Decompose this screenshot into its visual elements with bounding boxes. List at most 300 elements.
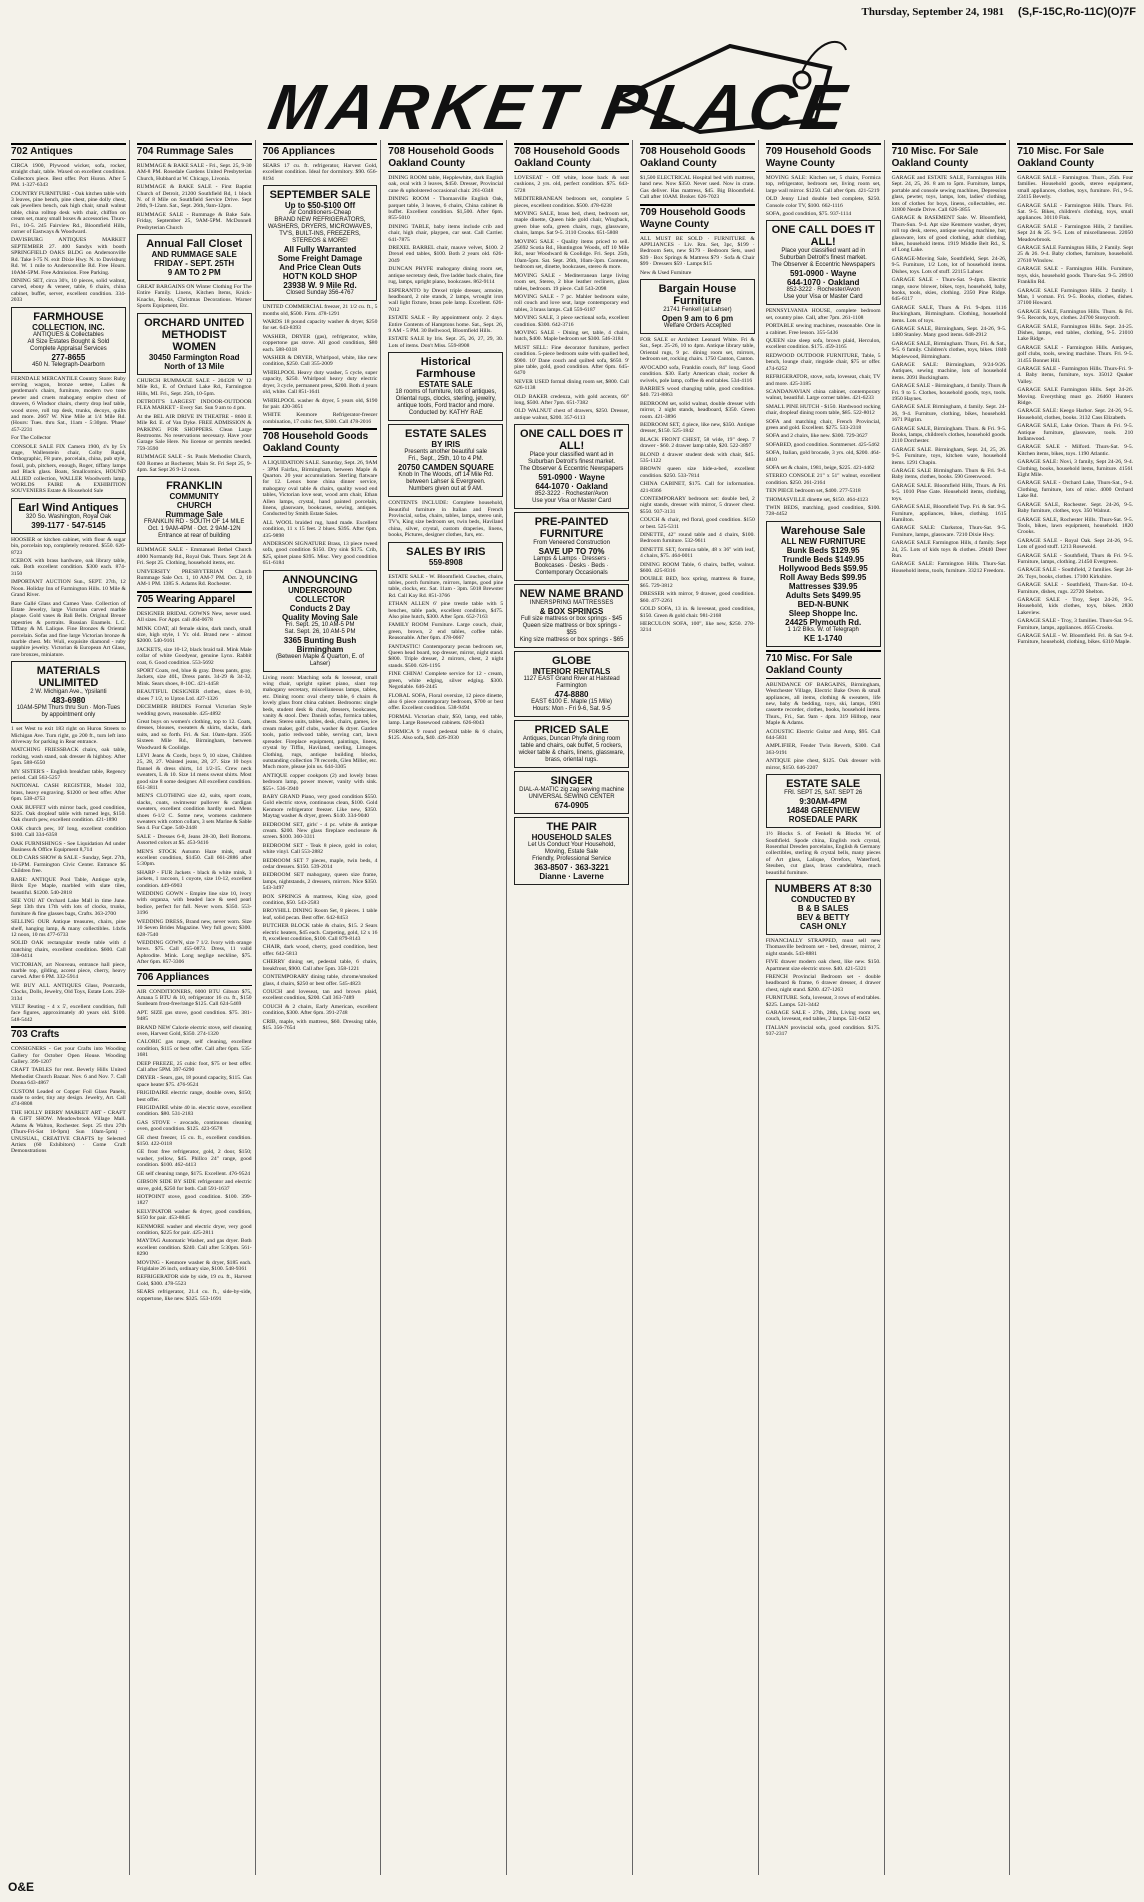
- display-ad-box: [514, 771, 629, 814]
- display-ad-line: Warehouse Sale: [780, 524, 866, 537]
- classified-ad: OLD WALNUT chest of drawers, $250. Dresser, antique walnut, $200. 357-6113: [514, 408, 629, 421]
- display-ad-line: CASH ONLY: [799, 921, 847, 931]
- classified-ad: MAYTAG Automatic Washer, and gas dryer. Both excellent condition. $240. Call after 5:30pm. 561-8290: [136, 1238, 252, 1258]
- classified-ad: SOLID OAK rectangular trestle table with 4 matching chairs, excellent condition. $600. Call 338-0414: [11, 940, 126, 960]
- classified-ad: WE BUY ALL ANTIQUES Glass, Postcards, Clocks, Dolls, Jewelry, Old Toys, Estate Lots. 258-3134: [11, 982, 126, 1002]
- section-heading: 709 Household Goods Wayne County: [766, 143, 881, 172]
- display-ad-line: 1 1/2 Blks. W. of Telegraph: [787, 626, 859, 633]
- display-ad-box: [514, 720, 629, 768]
- classified-ad: SOFA and matching chair, French Provincial, green and gold. Excellent. $275. 533-2318: [765, 418, 881, 431]
- display-ad-box: [766, 879, 881, 935]
- classified-ad: COUCH & 2 chairs, Early American, excellent condition, $300. After 6pm. 391-2748: [262, 1003, 378, 1017]
- classified-ad: ANTIQUE pine chest, $125. Oak dresser with mirror, $150. 646-2207: [765, 758, 881, 771]
- classified-ad: MOVING SALE, brass bed, chest, bedroom set, maple dinette, Queen hide gold chair, Wingback, green blue sofa, green chairs, rugs, glassware, chairs, lamps. Sat 9-5. 3110 Crooks. 651-5808: [514, 211, 629, 237]
- classified-ad: CIRCA 1900, Plywood wicker, sofa, rocker, straight chair, table. Waxed on excellent condition. Collectors piece. Best offer. Port Huron. After 5 PM. 1-327-6343: [11, 163, 126, 189]
- classified-ad: SPORT Coats, red, blue & gray. Dress pants, gray. Jackets, size 40L, Dress pants. 34-29 & 34-32, Mink. Sears shoes, 8-10C. 421-4458: [136, 668, 252, 687]
- classified-ad: RARE: ANTIQUE Pool Table, Antique style, Birds Eye Maple, marbled with slate tiles, beautiful. $1200. 540-2818: [11, 876, 126, 896]
- display-ad-line: 559-8908: [428, 557, 463, 567]
- classified-ad: GARAGE SALE - Farmington Hills. Thurs. Fri. Sat. 9-5. Bikes, children's clothing, toys, small appliances. 30110 Fink.: [1017, 202, 1134, 222]
- classified-ad: GARAGE SALE, Birmingham. Thurs. & Fri. 9-5. Books, lamps, children's clothes, household goods. 2110 Dorchester.: [891, 425, 1007, 445]
- display-ad-line: Earl Wind Antiques: [18, 501, 119, 514]
- classified-ad: MATCHING FRIESSBACK chairs, oak table, rocking, wash stand, oak dresser & highboy. After 5pm. 588-6550: [11, 747, 126, 767]
- classified-ad: LOVESEAT - Off white, loose back & seat cushions, 2 yrs. old, perfect condition. $75. 643-5728: [514, 175, 629, 194]
- display-ad-line: 644-1070 · Oakland: [535, 482, 608, 492]
- display-ad-line: King size mattress or box springs - $65: [519, 637, 624, 644]
- display-ad-line: 24425 Plymouth Rd.: [785, 617, 862, 627]
- classified-ad: GARAGE SALE, Bloomfield Twp. Fri. & Sat. 9-5. Furniture, appliances, bikes, clothing. 1615 Hamilton.: [891, 504, 1007, 523]
- display-ad-line: COLLECTOR: [295, 594, 345, 604]
- classified-ad: BEAUTIFUL DESIGNER clothes, sizes 8-10, shoes 7 1/2, to Upton Ltd. 427-1326: [136, 689, 252, 702]
- classified-ad: FRENCH Provincial Bedroom set - double headboard & frame, 6 drawer dresser, 4 drawer chest, night stand. $200. 427-1263: [765, 973, 881, 993]
- display-ad-line: 474-8880: [554, 690, 589, 700]
- classified-ad: FAMILY ROOM Furniture. Large couch, chair, green, brown, 2 end tables, coffee table. Reasonable. After 6pm. 478-0667: [388, 622, 504, 642]
- display-ad-line: 363-8507 · 363-3221: [534, 863, 609, 873]
- section-heading: 710 Misc. For Sale Oakland County: [892, 143, 1007, 172]
- classified-ad: GE chest freezer, 15 cu. ft., excellent condition. $150. 422-0118: [136, 1134, 252, 1148]
- classified-ad: REDWOOD OUTDOOR FURNITURE, Table, 5 bench, lounge chair, ringside chair, $75 or offer. 474-6252: [765, 352, 881, 372]
- classified-ad: WASHER, DRYER (gas), refrigerator, white, coppertone gas stove. All good condition, $80 each. 588-0318: [262, 333, 378, 353]
- classified-ad: SMALL PINE HUTCH - $150. Hardwood rocking chair, dropleaf dining room table, $85. 522-8012: [765, 403, 881, 417]
- display-ad-line: CONDUCTED BY: [790, 894, 856, 904]
- display-ad-line: UNIVERSAL SEWING CENTER: [528, 794, 615, 801]
- display-ad-line: Queen size mattress or box springs - $55: [522, 623, 621, 637]
- display-ad-line: 852-3222 · Rochester/Avon: [534, 491, 609, 498]
- display-ad-line: ORCHARD UNITED METHODIST WOMEN: [144, 316, 245, 353]
- display-ad-line: Closed Sunday 356-4767: [286, 290, 354, 297]
- display-ad-line: Sat. Sept. 26, 10 AM-5 PM: [284, 628, 356, 635]
- section-heading: 702 Antiques: [11, 143, 126, 160]
- classified-ad: CALORIC gas range, self cleaning, excellent condition, $115 or best offer. Call after 6pm. 535-1681: [136, 1039, 252, 1059]
- display-ad-line: 674-0905: [554, 801, 589, 811]
- display-ad-line: CHURCH: [176, 501, 212, 511]
- classified-ad: GARAGE SALE - W. Bloomfield. Fri. & Sat. 9-4. Furniture, household, clothing, bikes. 6310 Maple.: [1017, 633, 1134, 646]
- classified-ad: CHAIR, dark wood, cherry, good condition, best offer. 642-5813: [262, 944, 378, 957]
- display-ad-line: 9:30AM-4PM: [799, 797, 847, 807]
- classified-ad: ACOUSTIC Electric Guitar and Amp, $95. Call 644-5831: [765, 728, 881, 742]
- display-ad-box: [766, 774, 881, 828]
- classified-ad: GREAT BARGAINS ON Winter Clothing For The Entire Family. Linens, Kitchen Items, Knick-Knacks, Books, Christmas Decorations. Warner Sports Equipment, Etc.: [136, 284, 252, 310]
- classified-ad: DUNCAN PHYFE mahogany dining room set, antique secretary desk, five ladder back chairs, fine rug, lamps, upright piano, bookcases. 862-9114: [388, 266, 504, 286]
- display-ad-line: Fri. Sept. 25, 10 AM-5 PM: [285, 621, 355, 628]
- display-ad-box: [514, 512, 629, 581]
- display-ad-line: 320 So. Washington, Royal Oak: [25, 513, 111, 520]
- classified-ad: VELT Reuting - 4 x 5', excellent condition, full face figures, approximately 40 years old. $100. 548-5442: [11, 1004, 126, 1023]
- display-ad-line: Hollywood Beds $59.95: [778, 563, 868, 573]
- display-ad-line: AND RUMMAGE SALE: [151, 250, 237, 260]
- display-ad-line: BEV & BETTY: [796, 912, 850, 922]
- display-ad-line: SEPTEMBER SALE: [269, 189, 371, 202]
- classified-ad: LEVI Jeans & Cords, boys 9, 10 sizes, Children 25, 28, 27. Waisted jeans, 28, 27. Size 10 boys flannel & dress shirts, 14 1/2-15. Crew neck sweaters, L & 10. Size 14 mens sweat shirts. Most good size 8 some designer. All excellent condition. 651-3811: [136, 752, 252, 791]
- classified-ad: DINING TABLE, baby items include crib and chair, high chair, playpen, car seat. Call Carrier. 641-7875: [388, 223, 504, 243]
- classified-ad: GARAGE SALE - Farmington Hills. Thurs-Fri. 9-4. Baby items, furniture, toys. 35012 Quaker Valley.: [1017, 365, 1134, 385]
- classified-column: [889, 140, 1011, 1875]
- classified-ad: FORMAL Victorian chair, $50, lamp, end table, lamp. Large Rosewood cabinets. 626-8043: [388, 713, 504, 727]
- classified-ad: SHARP - FUR Jackets - black & white mink, 3 jackets, 1 raccoon, 1 coyote, size 10-12, excellent condition. 449-6903: [136, 869, 252, 889]
- classified-ad: RUMMAGE SALE - Emmanuel Bethel Church 4000 Normandy Rd., Royal Oak. Thurs. Sept 24 & Fri. Sept 25. Clothing, household items, etc.: [136, 547, 252, 567]
- classified-ad: FIVE drawer modern oak chest, like new. $150. Apartment size electric stove. $40. 421-5321: [765, 959, 881, 972]
- display-ad-line: 852-3222 · Rochester/Avon: [786, 287, 860, 294]
- display-ad-line: Rummage Sale: [165, 510, 223, 520]
- section-heading: 710 Misc. For Sale Oakland County: [766, 650, 881, 679]
- classified-ad: GARAGE SALE - Southfield, Thurs-Sat. 10-4. Furniture, dishes, rugs. 22720 Shelton.: [1017, 582, 1134, 595]
- classified-ad: DINING SET, circa 30's, 10 pieces, solid walnut, carved, ebony & veneer, table, 6 chairs, china cabinet, buffet, server, excellent condition. 334-2033: [11, 277, 126, 304]
- classified-ad: GARAGE SALE, Thurs & Fri. 9-4pm. 1116 Buckingham, Birmingham. Clothing, household items. Lots of toys.: [891, 304, 1007, 324]
- display-ad-line: NEW NAME BRAND: [519, 588, 624, 601]
- classified-ad: BROYHILL DINING Room Set, 8 pieces. 1 table leaf, solid pecan. Best offer. 642-8453: [262, 908, 378, 921]
- classified-ad: KENMORE washer and electric dryer, very good condition, $225 for pair. 425-2811: [136, 1223, 252, 1236]
- display-ad-line: SALES BY IRIS: [406, 545, 486, 558]
- classified-ad: GARAGE SALE, Rochester. Sept. 24-26, 9-5. Baby furniture, clothes, toys. 350 Walnut.: [1017, 501, 1134, 515]
- display-ad-line: 30450 Farmington Road: [148, 352, 240, 362]
- classified-ad: THE HOLLY BERRY MARKET ART - CRAFT & GIFT SHOW. Meadowbrook Village Mall. Adams & Walton, Rochester. Sept. 25 thru 27th (Thurs-Fri-Sat 10-9pm) Sun 10am-5pm) · UNUSUAL, CREATIVE CRAFTS by Selected Artists (60 Exhibitors) · Come Craft Demonstrations: [11, 1109, 126, 1155]
- section-heading: 703 Crafts: [11, 1026, 126, 1043]
- display-ad-line: B & B SALES: [797, 903, 849, 913]
- display-ad-box: [388, 352, 503, 421]
- classified-ad: GARAGE SALE Birmingham, 4 family. Sept. 24-26, 9-4. Furniture, clothing, bikes, household. 1671 Pilgrim.: [891, 404, 1007, 424]
- display-ad-box: [11, 661, 126, 723]
- classified-ad: ALL WOOL braided rug, hand made. Excellent condition, 11 x 15 feet. 2 blues. $395. After 6pm. 435-9898: [262, 519, 378, 539]
- display-ad-line: 399-1177 · 547-5145: [31, 520, 106, 530]
- classified-ad: GARAGE and ESTATE SALE, Farmington Hills Sept. 24, 25, 26. 8 am to 5pm. Furniture, lamps, portable and console sewing machines, Depression glass, pewter, toys, lamps, lots, ladies' clothing, lots of clothes for boys, linens, collectables, etc. 31800 Nestle Drive. Call 626-3855: [891, 175, 1007, 214]
- classified-ad: MOVING SALE - Mediterranean large living room set, Stereo, 2 blue leather recliners, glass tables, bedroom. 19 piece. Call 543-2098: [514, 272, 629, 292]
- display-ad-line: NUMBERS AT 8:30: [774, 882, 872, 895]
- classified-ad: ABUNDANCE OF BARGAINS, Birmingham, Westchester Village, Electric Bake Oven & small appliances, all items, clothing & sweaters, life new, baby & bedding, toys, ski, lamps, 1981 cassette recorder, clothes, books, household items. Thurs., Fri., Sat. 9am - 4pm. 319 Hilltop, near Maple & Adams.: [765, 681, 881, 727]
- classified-ad: FORMICA 9 round pedestal table & 6 chairs, $125. Also sofa, $40. 426-3930: [388, 728, 504, 741]
- classified-ad: GARAGE SALE: Birmingham, 9/24-9/26. Antiques, sewing machine, lots of household items. 2091 Buckingham.: [891, 361, 1007, 381]
- section-heading: 708 Household Goods Oakland County: [514, 143, 629, 172]
- classified-column: [637, 140, 759, 1875]
- classified-ad: GIBSON SIDE BY SIDE refrigerator and electric stove, gold, $250 for both. Call 591-1637: [136, 1179, 252, 1192]
- classified-columns: [8, 140, 1136, 1875]
- classified-ad: GOLD SOFA, 13 in. & loveseat, good condition, $150. Green & gold chair. 981-2168: [639, 606, 755, 619]
- classified-ad: BROWN queen size hide-a-bed, excellent condition. $250. 533-7814: [639, 466, 755, 479]
- classified-ad: KELVINATOR washer & dryer, good condition, $150 for pair. 453-8845: [136, 1208, 252, 1222]
- classified-ad: STEREO CONSOLE 21" x 51" walnut, excellent condition. $250. 261-2164: [765, 473, 881, 486]
- display-ad-line: Some Freight Damage: [277, 254, 363, 264]
- display-ad-line: BRAND NEW REFRIGERATORS, WASHERS, DRYERS, MICROWAVES, TV'S, BUILT-INS, FREEZERS, STEREOS & MORE!: [267, 217, 373, 245]
- display-ad-box: [137, 476, 252, 544]
- display-ad-line: ANTIQUES & Collectables: [33, 331, 104, 338]
- classified-ad: GARAGE SALE, Birmingham, Sept. 24-26, 9-5. 1480 Stanley. Many good items. 648-2912: [891, 325, 1007, 339]
- display-ad-line: 10AM-5PM Thurs thru Sun · Mon-Tues by appointment only: [16, 705, 121, 719]
- classified-ad: RUMMAGE & BAKE SALE - First Baptist Church of Detroit, 21200 Southfield Rd, 1 block N. of 8 Mile on Southfield Service Drive. Sept 26th, 9-12am. Sat., Sept. 26th, 9am-12pm.: [136, 184, 252, 210]
- display-ad-line: Place your classified want ad in Suburban Detroit's finest market.: [527, 452, 616, 466]
- classified-ad: GARAGE SALE Farmington Hills. Sept 24-26. Moving. Everything must go. 26460 Hunters Ridge.: [1017, 387, 1134, 406]
- classified-ad: WEDDING GOWN, size 7 1/2. Ivory with orange bows. $75. Call 455-0873. Dress, 11 valid Aphrodite. Mink. Long neglige neckline, $75. After 6pm. 857-3306: [136, 939, 252, 966]
- classified-ad: WASHER & DRYER, Whirlpool, white, like new condition, $250. Call 355-2009: [262, 355, 378, 368]
- classified-ad: MOVING SALE - Dining set, table, 4 chairs, hutch, $400. Maple bedroom set $300. 546-3184: [514, 329, 629, 343]
- classified-ad: BOX SPRINGS & mattress, King size, good condition, $50. 543-2583: [262, 893, 378, 907]
- classified-ad: GARAGE SALE - 27th, 28th, Living room set, couch, loveseat, end tables, 2 lamps. 531-0452: [765, 1010, 881, 1023]
- classified-ad: BLOND 4 drawer student desk with chair, $45. 535-1122: [639, 451, 755, 464]
- classified-ad: GARAGE SALE - Farmington Hills, 2 families. Sept 24 & 25. 9-5. Lots of miscellaneous. 22050 Meadowbrook.: [1017, 223, 1134, 243]
- classified-ad: SEARS 17 cu. ft. refrigerator, Harvest Gold, excellent condition. Ideal for dormitory. $90. 656-8194: [262, 163, 378, 182]
- classified-column: [385, 140, 507, 1875]
- display-ad-line: Bunk Beds $129.95: [786, 545, 860, 555]
- classified-ad: CHINA CABINET, $175. Call for information. 421-8366: [639, 481, 755, 494]
- classified-ad: BRAND NEW Calorie electric stove, self cleaning oven, Harvest Gold, $350. 274-1320: [136, 1024, 252, 1037]
- display-ad-line: Lamps & Lamps · Dressers · Bookcases · Desks · Beds · Contemporary Occasionals: [533, 556, 610, 577]
- classified-ad: IMPORTANT AUCTION Sun., SEPT. 27th, 12 Noon. Holiday Inn of Farmington Hills. 10 Mile & Grand River.: [11, 579, 126, 599]
- display-ad-line: All Fully Warranted: [283, 245, 357, 255]
- display-ad-line: Open 9 am to 6 pm: [661, 314, 734, 324]
- classified-column: [763, 140, 885, 1875]
- classified-ad: JACKETS, size 10-12, black braid tail. Mink Male collar of white Goodyear, genuine Lynx. Rabbit coat, 6. Good condition. 553-5692: [136, 646, 252, 666]
- display-ad-line: 21741 Fenkell (at Lahser): [663, 307, 732, 314]
- classified-ad: SOFABED, good condition. Sommerset. 425-5462: [765, 441, 880, 448]
- display-ad-line: FRANKLIN: [166, 480, 223, 493]
- display-ad-line: SINGER: [550, 775, 593, 788]
- classified-ad: NEVER USED formal dining room set, $800. Call 626-1138: [514, 378, 629, 392]
- section-heading: 706 Appliances: [137, 969, 252, 986]
- classified-ad: CONTENTS INCLUDE: Complete household, Beautiful furniture in Italian and French Provincial, sofas, chairs, tables, lamps, stereo unit, TV's, King size bedroom set, twin beds, Haviland china, silver, crystal, custom draperies, linens, books, Pictures, designer clothes, furs, etc.: [388, 500, 504, 539]
- display-ad-line: ESTATE SALE: [786, 778, 861, 791]
- classified-ad: TWIN BEDS, matching, good condition, $100. 728-4452: [765, 505, 881, 518]
- display-ad-line: GLOBE: [552, 655, 592, 668]
- classified-ad: CONTEMPORARY dining table, chrome/smoked glass, 4 chairs, $250 or best offer. 545-4823: [262, 974, 378, 987]
- edition-code: (S,F-15C,Ro-11C)(O)7F: [1018, 6, 1136, 18]
- display-ad-box: [514, 424, 629, 509]
- section-heading: 708 Household Goods Oakland County: [640, 143, 755, 172]
- classified-ad: ICEBOX with brass hardware, oak library table, oak. Both excellent condition. $300 each. 874-3150: [11, 558, 126, 577]
- classified-ad: For The Collector: [11, 435, 51, 442]
- classified-ad: GARAGE SALE. Bloomfield Hills, Thurs. & Fri. 9-5. 1010 Pine Gate. Household items, clothing, toys.: [891, 482, 1007, 502]
- masthead: [0, 20, 1144, 143]
- classified-ad: CONSOLE SALE FIX Camera 1900, 4's by 5's stage, Wallenstein chair, Colby Rapid, Orthographic, F8 pure, porcelain, china, pub style, fossil, pub, pitchers, enough, Roger, tiffany lamps and Black glass. Boats, Smallcomics, HOUND ALLIED collection, WALLER Woodworth lamp, WORLDS FAIRE & EXHIBITION SOUVENIERS Estate & Household Sale: [11, 443, 126, 495]
- display-ad-line: Friendly, Professional Service: [532, 856, 612, 863]
- classified-ad: DRESSER with mirror, 9 drawer, good condition. $60. 477-2261: [639, 591, 755, 604]
- classified-ad: CRIB, maple, with mattress, $60. Dressing table, $15. 356-7654: [262, 1018, 378, 1031]
- classified-ad: GE frost free refrigerator, gold, 2 door, $150; washer, yellow, $45. Phillco 24" range, good condition. $100. 462-4413: [136, 1149, 252, 1169]
- section-heading: 708 Household Goods Oakland County: [263, 428, 378, 457]
- display-ad-line: ONE CALL DOES IT ALL!: [771, 224, 875, 249]
- display-ad-line: MATERIALS UNLIMITED: [36, 665, 101, 690]
- display-ad-line: And Price Clean Outs: [279, 263, 361, 273]
- classified-ad: GARAGE SALE - Birmingham, 4 family. Thurs & Fri. 9 to 5. Clothes, household goods, toys, tools. 1950 Haynes.: [891, 383, 1007, 402]
- display-ad-line: Welfare Orders Accepted: [663, 323, 731, 330]
- classified-ad: DETROIT'S LARGEST INDOOR-OUTDOOR FLEA MARKET - Every Sat. Sun 9 am to 4 pm.: [136, 398, 252, 412]
- classified-ad: BARBIE'S wood changing table, good condition. $40. 721-8863: [639, 385, 755, 399]
- display-ad-line: 1127 EAST Grand River at Halstead Farmington: [523, 676, 620, 690]
- classified-ad: SOFA, Italian, gold brocade, 3 yrs. old, $200. 464-4810: [765, 450, 881, 463]
- display-ad-line: Conducted by: KATHY RAE: [408, 410, 483, 417]
- display-ad-line: FRIDAY - SEPT. 25TH: [154, 259, 235, 269]
- display-ad-box: [766, 220, 881, 305]
- display-ad-line: Historical Farmhouse: [416, 356, 476, 381]
- classified-ad: FINE CHINA! Complete service for 12 - cream, green, white edging, silver edging. $300. Negotiable. 646-2445: [388, 671, 504, 691]
- classified-ad: GARAGE SALE - Farmington. Thurs., 25th. Four families. Household goods, stereo equipment, small appliances, clothes, toys, furniture. Fri., 9-5. 23415 Beverly.: [1017, 175, 1134, 201]
- classified-ad: GARAGE-Moving Sale, Southfield, Sept. 24-26, 9-5. Furniture, 1/2 Lots, lot of household items. Dishes, toys. Lots of stuff. 22115 Lahser.: [891, 255, 1007, 275]
- display-ad-line: Hours: Mon - Fri 9-6, Sat. 9-5: [532, 706, 611, 713]
- display-ad-line: All Size Estates Bought & Sold: [27, 338, 110, 345]
- display-ad-line: ONE CALL DOES IT ALL!: [520, 428, 624, 453]
- classified-ad: MUST SELL: Fine decorator furniture, perfect condition. 5-piece bedroom suite with qualled bed, $900. 10' Dane couch and quilted sofa, $650. 9' pine table, gold, good condition. After 6pm. 645-6470: [514, 344, 629, 377]
- page-top-line: [0, 4, 1144, 20]
- classified-ad: SEARS refrigerator, 21.4 cu. ft., side-by-side, coppertone, like new. $325. 553-1691: [136, 1289, 252, 1302]
- classified-ad: GE self cleaning range, $175. Excellent. 476-9524: [136, 1170, 251, 1177]
- classified-ad: WEDDING GOWN - Empire line size 10, ivory with organza, with beaded lace & seed pearl bodice, perfect for fall. Never worn. $350. 553-3196: [136, 891, 252, 917]
- display-ad-line: Conducts 2 Day: [289, 603, 351, 613]
- classified-ad: RUMMAGE SALE - Rummage & Bake Sale. Friday, September 25, 9AM-5PM. McDonnell Presbyterian Church: [136, 211, 252, 231]
- display-ad-line: 20750 CAMDEN SQUARE: [397, 463, 494, 473]
- classified-ad: COUCH and loveseat, tan and brown plaid, excellent condition, $200. Call 363-7489: [262, 988, 378, 1002]
- classified-ad: SALE - Dresses 6-8, Jeans 28-30, Bell Bottoms. Assorted colors at $5. 453-9416: [136, 833, 252, 847]
- display-ad-box: [137, 234, 252, 281]
- display-ad-line: Annual Fall Closet: [146, 238, 243, 251]
- classified-ad: GARAGE SALE - Troy, 3 families. Thurs-Sat. 9-5. Furniture, lamps, appliances. 4655 Crooks.: [1017, 618, 1134, 631]
- classified-ad: GARAGE SALE - Farmington Hills. Furniture, toys, skis, household goods. Thurs-Sat. 9-5. 28910 Franklin Rd.: [1017, 266, 1134, 286]
- display-ad-line: Presents another beautiful sale: [404, 449, 488, 456]
- display-ad-line: Quality Moving Sale: [281, 612, 358, 622]
- classified-ad: GARAGE SALE Farmington Hills, 4 family. Sept 24, 25. Lots of kids toys & clothes. 29440 Deer Run.: [891, 540, 1007, 559]
- display-ad-line: FRANKLIN RD - SOUTH OF 14 MILE: [144, 519, 245, 526]
- display-ad-line: Full size mattress or box springs - $45: [520, 616, 623, 623]
- classified-ad: MOVING SALE - 7 pc. Mahler bedroom suite, roll couch and love seat, large contemporary end tables, 3 brass lamps. Call 559-6187: [514, 293, 629, 313]
- display-ad-line: 591-0900 · Wayne: [538, 473, 605, 483]
- classified-ad: DOUBLE BED, box spring, mattress & frame, $65. 729-3812: [639, 576, 755, 589]
- classified-ad: GARAGE SALE, Farmington Hills. Sept. 24-25. Dishes, lamps, end tables, clothing, 9-5. 21010 Lake Ridge.: [1017, 323, 1134, 343]
- display-ad-line: COLLECTION, INC.: [32, 322, 105, 332]
- display-ad-line: Knob In The Woods, off 14 Mile Rd. between Lahser & Evergreen.: [398, 472, 494, 486]
- display-ad-line: 9 AM TO 2 PM: [167, 268, 221, 278]
- classified-ad: UNIVERSITY PRESBYTERIAN Church Rummage Sale Oct. 1, 10 AM-7 PM. Oct. 2, 10 AM-1 PM. 1385 S. Adams Rd. Rochester.: [136, 568, 252, 588]
- classified-ad: WARDS 18 pound capacity washer & dryer, $250 for set. 643-8393: [262, 319, 378, 332]
- classified-ad: DREXEL BARREL chair, mauve velvet, $100. 2 Drexel end tables, $100. Both 2 years old. 626-2049: [388, 245, 504, 264]
- display-ad-line: Fri., Sept., 25th, 10 to 4 PM.: [408, 456, 484, 463]
- display-ad-line: PRICED SALE: [534, 724, 609, 737]
- classified-ad: MY SISTER'S - English breakfast table, Regency period. Call 563-5257: [11, 768, 126, 781]
- classified-ad: RUMMAGE SALE - St. Pauls Methodist Church, 620 Romeo at Rochester, Main St. Fri Sept 25, 9-4pm. Sat Sept 26 9-12 noon.: [136, 454, 252, 473]
- classified-ad: SOFA set & chairs, 1981, beige, $225. 421-4462: [765, 464, 875, 471]
- classified-ad: REFRIGERATOR, stove, sofa, loveseat, chair, TV and more. 425-3185: [765, 374, 881, 387]
- display-ad-line: Up to $50-$100 Off: [284, 201, 356, 211]
- classified-ad: GARAGE SALE Farmington Hills. 2 family. 1 Man, 1 woman. Fri. 9-5. Books, clothes, dishes. 37100 Howard.: [1017, 287, 1134, 307]
- classified-ad: ESPERANTO by Drexel triple dresser, armoire, headboard, 2 nite stands, 2 lamps, wrought iron wall light fixture, brass pole lamp. Excellent. 626-7012: [388, 287, 504, 313]
- classified-ad: DECEMBER BRIDES Formal Victorian Style wedding gown, reasonable. 425-4892: [136, 704, 252, 717]
- display-ad-line: HOUSEHOLD SALES: [531, 833, 612, 843]
- classified-ad: GARAGE SALE - Troy, Sept 24-26, 9-5. Household, kids clothes, toys, bikes. 2830 Lakeview.: [1017, 596, 1134, 616]
- display-ad-line: ANNOUNCING: [282, 573, 358, 586]
- classified-ad: DINING ROOM table, Hepplewhite, dark English oak, oval with 3 leaves, $450. Dresser, Provincial cane & upholstered occasional chair. 261-0348: [388, 175, 504, 194]
- classified-ad: GARAGE SALE: Clarkston, Thurs-Sat. 9-5. Furniture, lamps, glassware. 7210 Dixie Hwy.: [891, 525, 1007, 538]
- display-ad-line: 450 N. Telegraph-Dearborn: [32, 361, 105, 368]
- classified-ad: PORTABLE sewing machines, reasonable. One in a cabinet. Free lesson. 355-5436: [765, 323, 881, 336]
- display-ad-line: Birmingham: [296, 644, 344, 654]
- classified-ad: AIR CONDITIONERS, 6000 BTU Gibson $75, Amana 5 BTU & 10, refrigerator 16 cu. ft., $150 Sunbeam frost-free/range $125. Call 624-5469: [136, 988, 252, 1008]
- classified-ad: Great buys on women's clothing, top to 12. Coats, dresses, blouses, sweaters & skirts, slacks, dark suits, and so forth. Fri. & Sat. 10am-4pm. 3505 Sixteen Mile Rd., Birmingham, between Woodward & Coolidge.: [136, 718, 252, 751]
- display-ad-line: & BOX SPRINGS: [539, 607, 604, 617]
- classified-column: [134, 140, 256, 1875]
- classified-ad: BEDROOM SET - Teak 8 piece, gold in color, white vinyl. Call 553-2882: [262, 842, 378, 856]
- display-ad-box: [514, 584, 629, 648]
- display-ad-line: Adults Sets $499.95: [785, 590, 861, 600]
- classified-ad: CONSIGNERS - Get your Crafts into Wooding Gallery for October Open House. Wooding Gallery. 399-1207: [11, 1046, 126, 1066]
- display-ad-line: 277-8655: [51, 352, 86, 362]
- display-ad-line: Trundle Beds $149.95: [782, 554, 865, 564]
- display-ad-box: [263, 570, 378, 672]
- display-ad-line: 483-6980: [51, 696, 86, 706]
- display-ad-box: [11, 498, 126, 534]
- display-ad-line: Use your Visa or Master Card: [532, 498, 612, 505]
- section-heading: 705 Wearing Apparel: [137, 591, 252, 608]
- display-ad-line: EAST 6100 E. Maple (15 Mile): [531, 699, 613, 706]
- classified-ad: DINETTE, 42" round table and 4 chairs, $100. Bedroom furniture. 532-9611: [639, 532, 755, 545]
- classified-column: [511, 140, 633, 1875]
- display-ad-line: UNDERGROUND: [287, 585, 352, 595]
- display-ad-line: Mattresses $39.95: [788, 581, 858, 591]
- classified-ad: ALL MUST BE SOLD · FURNITURE & APPLIANCES · Liv. Rm. Set, 3pc, $199 · Bedroom Sets, new $179 · Bedroom Sets, used $39 · Box Springs & Mattress $79 · Sofa & Chair $99 · Dressers $59 · Lamps $15: [639, 235, 755, 268]
- classified-ad: TEN PIECE bedroom set, $400. 277-5318: [765, 488, 861, 495]
- classified-ad: FRIGIDAIRE electric range, double oven, $150; best offer.: [136, 1090, 252, 1103]
- classified-ad: NATIONAL CASH REGISTER, Model 332, brass, heavy engraving. $1200 or best offer. After 6pm. 538-4753: [11, 783, 126, 803]
- classified-ad: GARAGE SALE, Rochester Hills. Thurs-Sat. 9-5. Tools, bikes, lawn equipment, household. 1820 Crooks.: [1017, 516, 1134, 536]
- display-ad-line: DIAL-A-MATIC zig zag sewing machine: [519, 787, 625, 794]
- display-ad-line: Entrance at rear of building: [158, 533, 231, 540]
- classified-ad: Living room: Matching sofa & loveseat, small wing chair, upright spinet piano, slant top mahogany secretary, miscellaneous lamps, tables, etc. Dining room: oval cherry table, 6 chairs & lovely glass front china cabinet. Bedrooms: single beds, student desk & chair, dressers, bookcases, vanity & stool. Den: Danish sofas, formica tables, chests. Stereo units, tables, desk, chairs, games, ice cream maker, golf clubs, washer & dryer. Garden tools, patio redwood table, serving cart, lawn spreader. Fireplace equipment, paintings, linens, crystal by Tiffin, Haviland, sterling, Limoges. Clothing, rugs, antique building blocks, outstanding collection 78 records, Glen Miller, etc. Much more, please join us. 644-3305: [262, 674, 378, 771]
- classified-ad: MOVING - Kenmore washer & dryer, $185 each. Frigidaire 26 inch, ordinary size, $100. 548-9361: [136, 1259, 252, 1272]
- display-ad-line: BY IRIS: [431, 440, 461, 450]
- classified-ad: BEDROOM SET 7 pieces, maple, twin beds, 4 cedar dressers. $150. 539-2014: [262, 857, 378, 870]
- classified-ad: OAK church pew, 10' long, excellent condition $100. Call 334-6358: [11, 825, 126, 839]
- section-heading: 710 Misc. For Sale Oakland County: [1017, 143, 1133, 172]
- classified-ad: MOVING SALE - Quality items priced to sell. 25692 Scotia Rd., Huntington Woods, off 10 Mile Rd., near Woodward & Coolidge. Fri. Sept. 25th, 10am-5pm. Sat. Sept. 26th, 10am-3pm. Contents, bedroom set, dinette, bookcases, stereo & more.: [514, 238, 629, 271]
- display-ad-line: Dianne · Laverne: [539, 872, 604, 882]
- classified-ad: GARAGE SALE Birmingham. Thurs & Fri. 9-4. Baby items, clothes, books. 590 Greenwood.: [891, 468, 1007, 481]
- classified-ad: FLORAL SOFA, Floral oversize, 12 piece dinette, also 6 piece contemporary bedroom, $700 or best offer. Excellent condition. 538-9494: [388, 692, 504, 712]
- display-ad-box: [514, 651, 629, 717]
- display-ad-line: Air Conditioners-Cheap: [288, 210, 352, 217]
- classified-ad: RUMMAGE & BAKE SALE - Fri., Sept. 25, 9-30 AM-8 PM. Rosedale Gardens United Presbyterian Church, Hubbard at W. Chicago, Livonia.: [136, 163, 252, 182]
- classified-ad: GARAGE SALE: Farmington Hills. Thurs-Sat. Household items, tools, furniture. 33212 Freedom.: [891, 561, 1007, 574]
- display-ad-box: [11, 307, 126, 373]
- classified-ad: DINING ROOM - Thomasville English Oak, parquet table, 3 leaves, 6 chairs, China cabinet & buffet. Excellent condition. $1,500. After 6pm. 855-5010: [388, 196, 504, 222]
- classified-ad: MOVING SALE, 3 piece sectional sofa, excellent condition. $300. 642-3716: [514, 315, 629, 328]
- display-ad-line: 23938 W. 9 Mile Rd.: [283, 281, 357, 291]
- classified-ad: ESTATE SALE by Iris. Sept. 25, 26, 27, 29, 30. Lots of items. Don't Miss. 559-8908: [388, 336, 504, 349]
- classified-ad: GARAGE SALE Farmington Hills, 2 Family. Sept 25 & 26. 9-4. Baby clothes, furniture, household. 27610 Winslow.: [1017, 245, 1134, 264]
- display-ad-line: Oct. 1 9AM-4PM · Oct. 2 9AM-12N: [147, 526, 241, 533]
- classified-ad: CONTEMPORARY bedroom set: double bed, 2 night stands, dresser with mirror, 5 drawer chest. $550. 937-3131: [639, 496, 755, 515]
- classified-ad: GARAGE SALE - Milford. Thurs-Sat. 9-5. Kitchen items, bikes, toys. 1190 Atlantic.: [1017, 444, 1134, 457]
- classified-ad: CUSTOM Leaded or Copper Foil Glass Panels, made to order, tiny any design. Jewelry, Art. Call 474-8808: [11, 1088, 126, 1108]
- classified-ad: DEEP FREEZE, 25 cubic foot, $75 or best offer. Call after 5PM. 397-6290: [136, 1060, 252, 1073]
- classified-ad: ANDERSON SIGNATURE Brass, 13 piece tweed sofa, good condition $150. Dry sink $175. Crib, $25, spinet piano $395. Misc. Very good condition 651-6184: [262, 541, 378, 567]
- classified-ad: QUEEN size sleep sofa, brown plaid, Herculon, excellent condition. $175. 459-3165: [765, 338, 881, 351]
- display-ad-line: 644-1070 · Oakland: [786, 278, 860, 288]
- display-ad-line: PRE-PAINTED FURNITURE: [534, 516, 609, 541]
- classified-ad: BUTCHER BLOCK table & chairs, $15. 2 Sears electric heaters, $45 each. Carpeting, gold, 12 x 16 ft, excellent condition, $100. Call 879-8143: [262, 923, 378, 943]
- classified-ad: MEN'S CLOTHING size 42, suits, sport coats, slacks, coats, swimwear pullover & cardigan sweaters, excellent condition hardly used. Mens shoes 6-1/2 C. Some new, womens cashmere sweaters with cotton collars, 3 sets Marine & Sable Sea 4. Fur Cape. 540-2448: [136, 793, 252, 832]
- display-ad-line: Bargain House Furniture: [658, 283, 737, 308]
- classified-ad: 1½ Blocks S. of Fenkell & Blocks W. of Southfield. Spode china, English rock crystal, Rosenthal Dresden porcelains, English & Germany collectibles, sterling & crystal bells, many pieces of Art glass, Lalique, Orrefors, Waterford, Steuben, cut glass, brass candelabra, much beautiful furniture.: [765, 831, 881, 876]
- classified-ad: GAS STOVE - avocado, continuous cleaning oven, good condition. $125. 423-9578: [136, 1119, 252, 1133]
- classified-ad: GARAGE SALE - Royal Oak. Sept 24-26, 9-5. Lots of good stuff. 1213 Rosewold.: [1017, 537, 1134, 551]
- section-heading: 706 Appliances: [263, 143, 378, 160]
- classified-ad: ETHAN ALLEN 6' pine trestle table with 5 benches, table pads, excellent condition, $475. Also pine hutch, $300. After 5pm. 652-7163: [388, 601, 504, 621]
- classified-ad: THOMASVILLE dinette set, $150. 464-4123: [765, 496, 869, 503]
- classified-ad: AMPLIFIER, Fender Twin Reverb, $300. Call 363-9191: [765, 743, 881, 756]
- classified-ad: ESTATE SALE - W. Bloomfield. Couches, chairs, tables, porch furniture, mirrors, lamps, good pine table, clocks, etc. Sat. 11am - 3pm. 5018 Brewster Rd. Call Kay Rd. 851-3766: [388, 573, 504, 599]
- classified-ad: GARAGE SALE, Farmington Hills. Thurs. & Fri. 9-5. Records, toys, clothes. 24700 Stonycroft.: [1017, 308, 1134, 322]
- classified-ad: CHURCH RUMMAGE SALE - 204328 W 12 Mile Rd., E. of Orchard Lake Rd., Farmington Hills, MI. Fri., Sept. 25th, 10-5pm.: [136, 377, 252, 397]
- classified-ad: GARAGE SALE - Farmington Hills. Antiques, golf clubs, tools, sewing machine. Thurs. Fri. 9-5. 31455 Bonnet Hill.: [1017, 344, 1134, 364]
- classified-ad: OAK FURNISHINGS - See Liquidation Ad under Business & Office Equipment 8,714: [11, 840, 126, 854]
- display-ad-line: The Observer & Eccentric Newspapers: [519, 466, 624, 473]
- classified-ad: WHITE Kenmore Refrigerator-freezer combination, 17 cubic feet, $300. Call 478-2016: [262, 412, 378, 425]
- display-ad-line: The Observer & Eccentric Newspapers: [771, 262, 876, 269]
- classified-ad: WEDDING DRESS, Brand new, never worn. Size 10 Seven Brides Magazine. Very full gown; $300. 628-7540: [136, 918, 252, 938]
- display-ad-line: 14848 GREENVIEW: [786, 806, 860, 816]
